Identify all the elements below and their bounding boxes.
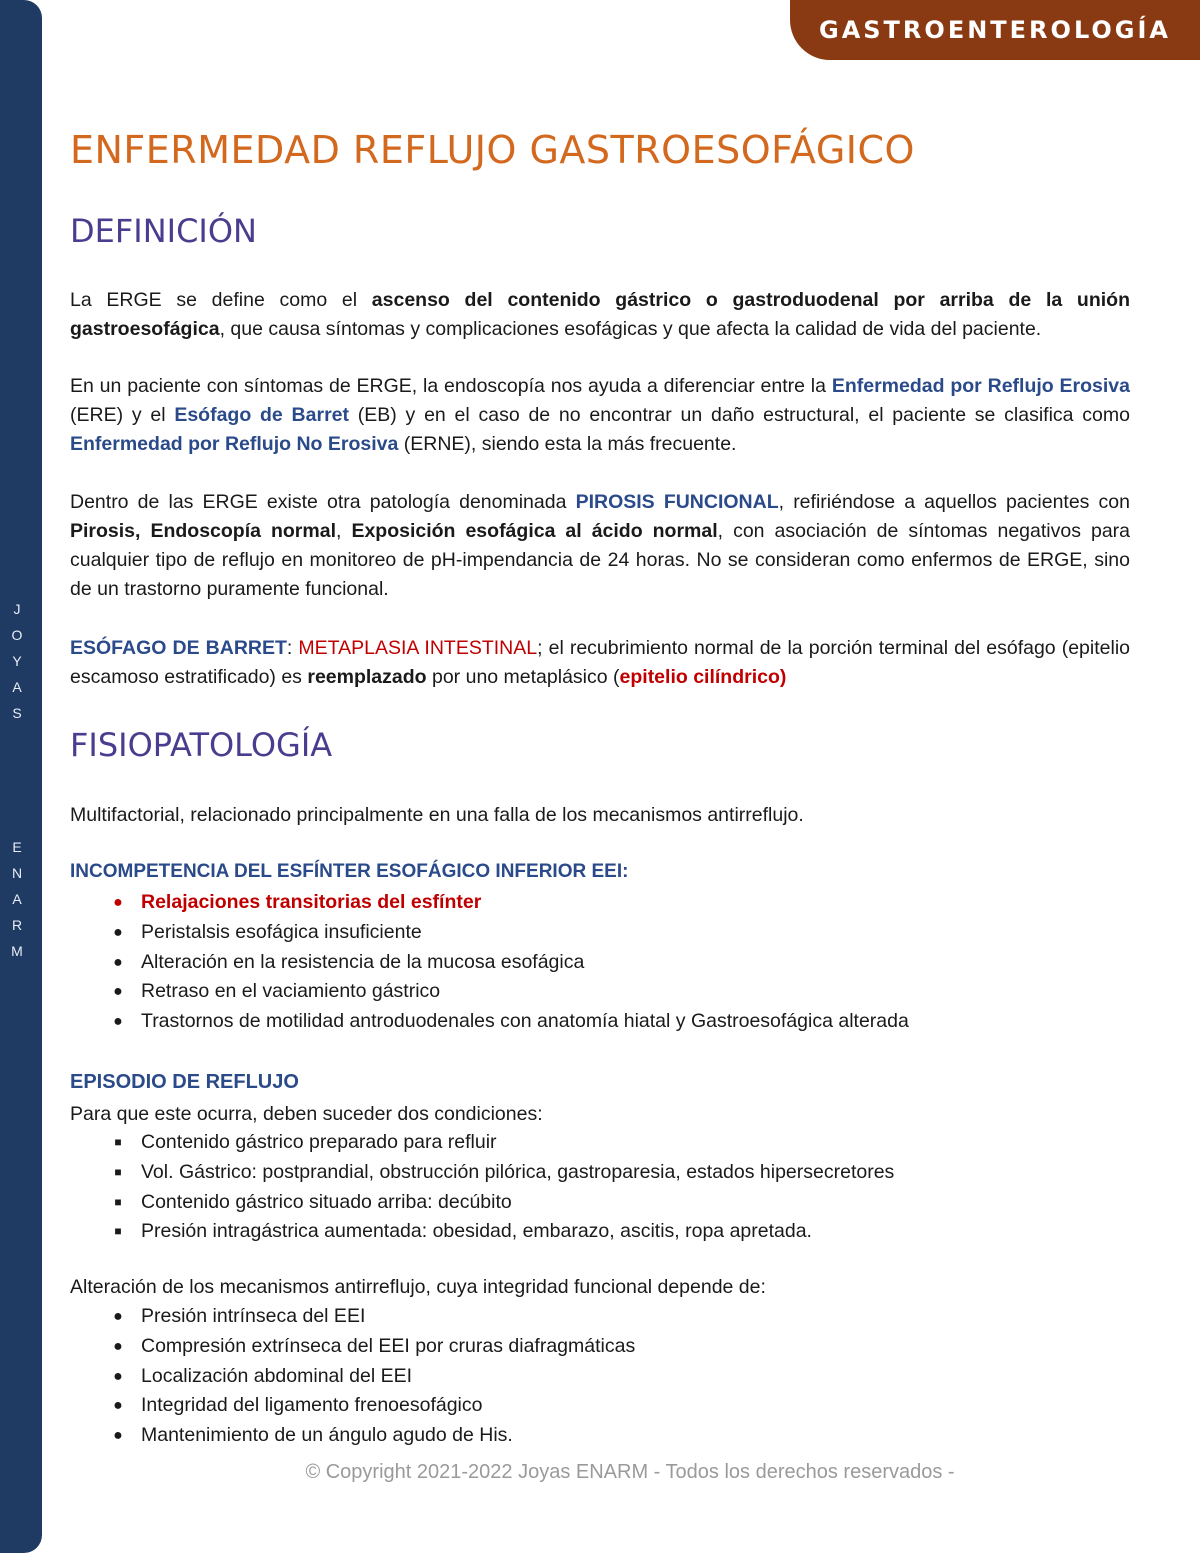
text: Dentro de las ERGE existe otra patología denominada	[70, 491, 576, 513]
list-item-text: Localización abdominal del EEI	[141, 1364, 413, 1387]
paragraph-endoscopia	[70, 372, 1130, 459]
list-item	[70, 1362, 1130, 1392]
list-item-text: Presión intragástrica aumentada: obesidad, embarazo, ascitis, ropa apretada.	[141, 1220, 812, 1243]
subheading-incompetencia: INCOMPETENCIA DEL ESFÍNTER ESOFÁGICO INFERIOR EEI:	[70, 861, 629, 882]
paragraph-episodio-intro: Para que este ocurra, deben suceder dos condiciones:	[70, 1103, 543, 1125]
sidebar-letter: A	[12, 891, 22, 907]
square-bullet-icon: ■	[114, 1194, 122, 1209]
square-bullet-icon: ■	[114, 1135, 122, 1149]
list-item	[70, 1158, 1130, 1188]
sidebar-letters-joyas	[0, 596, 34, 726]
text: La ERGE se define como el	[70, 289, 372, 311]
list-item-text: Retraso en el vaciamiento gástrico	[141, 980, 441, 1003]
sidebar-letter: A	[12, 679, 22, 695]
list-item-text: Integridad del ligamento frenoesofágico	[141, 1394, 483, 1417]
square-bullet-icon: ■	[114, 1224, 122, 1239]
paragraph-mecanismos-intro: Alteración de los mecanismos antirreflujo, cuya integridad funcional depende de:	[70, 1276, 766, 1298]
bullet-icon: ●	[113, 923, 123, 941]
text: por uno metaplásico (	[426, 666, 620, 688]
text-bold: ascenso del contenido gástrico o gastroduodenal por arriba de la unión gastroesofágica	[70, 289, 1130, 340]
sidebar-letter: R	[11, 917, 23, 933]
text: , que causa síntomas y complicaciones esofágicas y que afecta la calidad de vida del paciente.	[219, 318, 1042, 340]
list-item	[70, 1391, 1130, 1421]
sidebar-letter: E	[12, 839, 22, 855]
list-incompetencia	[70, 888, 1130, 1037]
sidebar-letter: J	[13, 601, 21, 617]
list-item-text: Contenido gástrico preparado para refluir	[141, 1131, 497, 1153]
square-bullet-icon: ■	[114, 1164, 122, 1179]
text: (EB) y en el caso de no encontrar un daño estructural, el paciente se clasifica como	[349, 404, 1130, 426]
text-esofago-barret: ESÓFAGO DE BARRET	[70, 637, 287, 659]
text: ; el recubrimiento normal de la porción terminal del esófago (epitelio escamoso estratificado) es	[70, 637, 1131, 688]
list-item	[70, 948, 1130, 978]
list-item	[70, 1421, 1130, 1451]
sidebar-bar	[0, 0, 42, 1553]
list-item	[70, 1007, 1130, 1037]
list-item-text: Mantenimiento de un ángulo agudo de His.	[141, 1424, 513, 1447]
header-tab	[790, 0, 1200, 60]
list-item	[70, 888, 1130, 918]
sidebar-letter: O	[11, 627, 23, 643]
text: :	[286, 637, 299, 659]
sidebar-letter: N	[11, 865, 23, 881]
text-bold: Pirosis, Endoscopía normal	[70, 520, 336, 542]
list-item	[70, 918, 1130, 948]
text: (ERE) y el	[70, 404, 175, 426]
list-item-text: Trastornos de motilidad antroduodenales con anatomía hiatal y Gastroesofágica alterada	[141, 1010, 909, 1033]
copyright-footer: © Copyright 2021-2022 Joyas ENARM - Todos los derechos reservados -	[305, 1461, 955, 1483]
list-item-text: Relajaciones transitorias del esfínter	[141, 891, 482, 913]
bullet-icon: ●	[113, 1308, 123, 1325]
list-item-text: Alteración en la resistencia de la mucosa esofágica	[141, 950, 585, 973]
subheading-episodio: EPISODIO DE REFLUJO	[70, 1071, 299, 1093]
list-item	[70, 977, 1130, 1007]
bullet-icon: ●	[113, 1397, 123, 1415]
list-episodio	[70, 1128, 1130, 1247]
paragraph-pirosis	[70, 488, 1130, 604]
list-item-text: Contenido gástrico situado arriba: decúbito	[141, 1190, 512, 1213]
sidebar-letter: Y	[12, 653, 22, 669]
list-item-text: Peristalsis esofágica insuficiente	[141, 920, 422, 943]
paragraph-multifactorial: Multifactorial, relacionado principalmente en una falla de los mecanismos antirreflujo.	[70, 804, 804, 826]
text-erne: Enfermedad por Reflujo No Erosiva	[70, 433, 399, 455]
sidebar-letter: S	[12, 705, 22, 721]
list-item	[70, 1128, 1130, 1158]
list-item	[70, 1302, 1130, 1332]
text: (ERNE), siendo esta la más frecuente.	[398, 433, 737, 455]
bullet-icon: ●	[113, 983, 123, 1001]
bullet-icon: ●	[113, 953, 123, 971]
text-bold: Exposición esofágica al ácido normal	[351, 520, 718, 542]
sidebar-letters-enarm	[0, 834, 34, 964]
list-mecanismos	[70, 1302, 1130, 1451]
list-item	[70, 1217, 1130, 1247]
sidebar-letter: M	[11, 943, 23, 959]
list-item-text: Compresión extrínseca del EEI por cruras diafragmáticas	[141, 1334, 636, 1357]
text-bold: reemplazado	[307, 666, 427, 688]
paragraph-barret	[70, 634, 1130, 692]
bullet-icon: ●	[113, 894, 123, 911]
text: En un paciente con síntomas de ERGE, la endoscopía nos ayuda a diferenciar entre la	[70, 375, 832, 397]
text-epitelio-cilindrico: epitelio cilíndrico)	[619, 666, 787, 688]
text-ere: Enfermedad por Reflujo Erosiva	[831, 375, 1130, 397]
text: , refiriéndose a aquellos pacientes con	[778, 491, 1131, 513]
list-item-text: Vol. Gástrico: postprandial, obstrucción pilórica, gastroparesia, estados hipersecretores	[141, 1160, 895, 1183]
text-pirosis-funcional: PIROSIS FUNCIONAL	[575, 491, 779, 513]
bullet-icon: ●	[113, 1427, 123, 1445]
bullet-icon: ●	[113, 1337, 123, 1355]
list-item-text: Presión intrínseca del EEI	[141, 1305, 366, 1327]
header-tab-label: GASTROENTEROLOGÍA	[819, 16, 1171, 44]
text-eb: Esófago de Barret	[174, 404, 349, 426]
paragraph-definicion	[70, 286, 1130, 344]
text-metaplasia: METAPLASIA INTESTINAL	[298, 637, 538, 659]
list-item	[70, 1332, 1130, 1362]
list-item	[70, 1188, 1130, 1218]
text: , con asociación de síntomas negativos para cualquier tipo de reflujo en monitoreo de pH-impendancia de 24 horas. No se consideran como enfermos de ERGE, sino de un trastorno puramente funcional.	[70, 520, 1131, 600]
bullet-icon: ●	[113, 1367, 123, 1385]
bullet-icon: ●	[113, 1013, 123, 1031]
section-heading-definicion: DEFINICIÓN	[70, 212, 257, 250]
text: ,	[336, 520, 352, 542]
page-title: ENFERMEDAD REFLUJO GASTROESOFÁGICO	[70, 128, 915, 172]
section-heading-fisiopatologia: FISIOPATOLOGÍA	[70, 726, 333, 764]
